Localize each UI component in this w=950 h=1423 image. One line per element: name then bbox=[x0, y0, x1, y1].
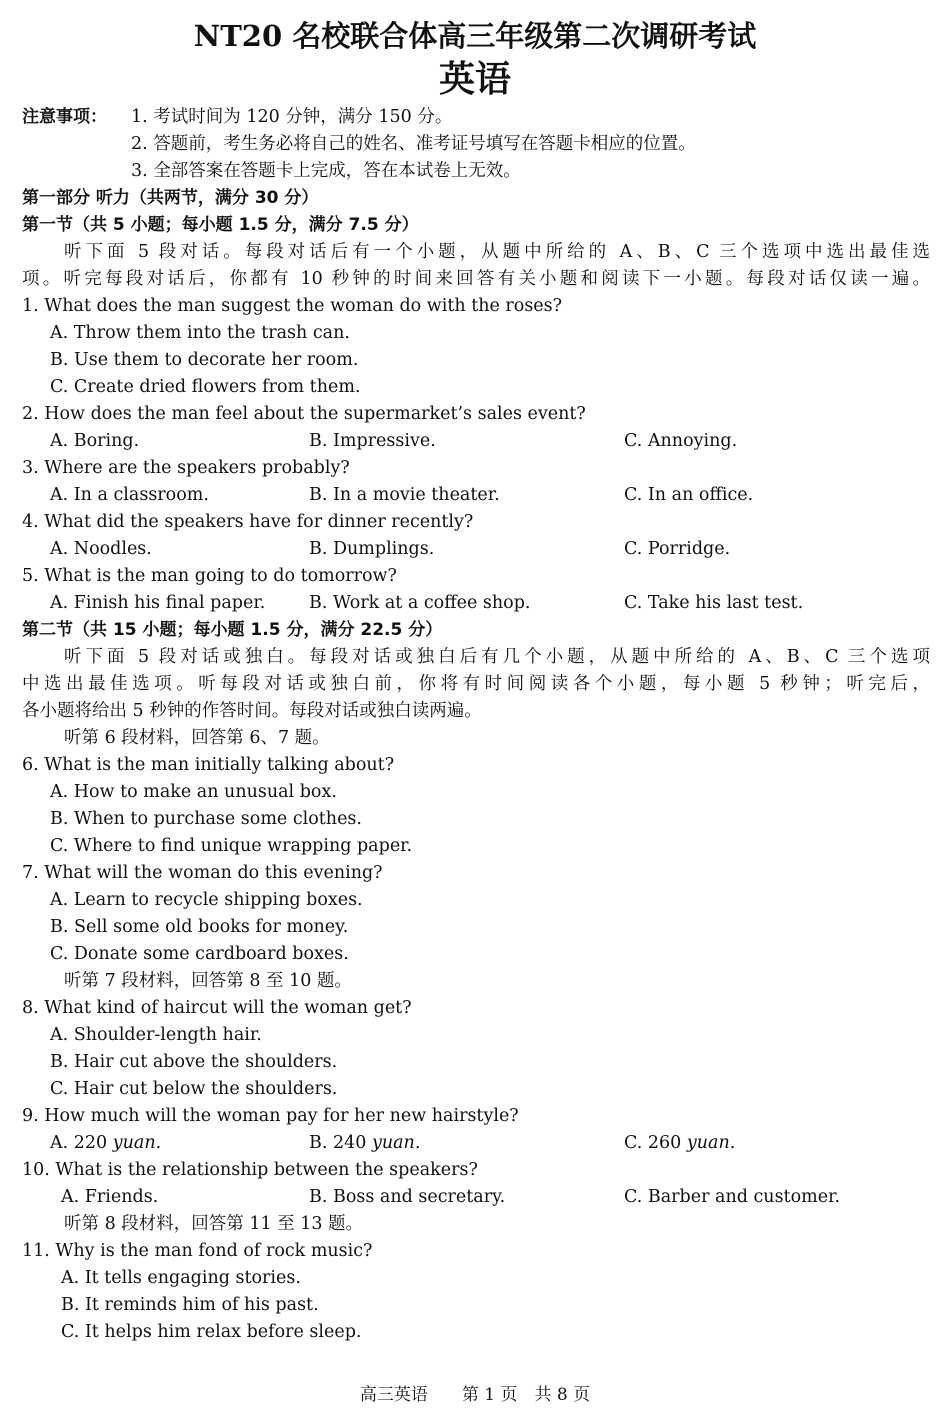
option-b: B. Work at a coffee shop. bbox=[309, 593, 531, 613]
material-note: 听第 8 段材料，回答第 11 至 13 题。 bbox=[64, 1214, 364, 1234]
question-stem: 5. What is the man going to do tomorrow? bbox=[22, 566, 397, 586]
option-c: C. Where to find unique wrapping paper. bbox=[50, 836, 413, 856]
option-a: A. Learn to recycle shipping boxes. bbox=[50, 890, 363, 910]
option-a bbox=[50, 1130, 161, 1157]
option-a: A. Boring. bbox=[50, 431, 140, 451]
option-b: B. In a movie theater. bbox=[309, 485, 500, 505]
option-c: C. Annoying. bbox=[624, 431, 738, 451]
question-stem: 3. Where are the speakers probably? bbox=[22, 458, 350, 478]
option-b: B. Impressive. bbox=[309, 431, 436, 451]
instruction-line: 项。听完每段对话后，你都有 10 秒钟的时间来回答有关小题和阅读下一小题。每段对话仅读一遍。 bbox=[22, 269, 930, 289]
section-heading: 第二节（共 15 小题；每小题 1.5 分，满分 22.5 分） bbox=[22, 620, 443, 640]
currency-unit: yuan. bbox=[686, 1133, 736, 1153]
option-b: B. Use them to decorate her room. bbox=[50, 350, 359, 370]
instruction-line: 各小题将给出 5 秒钟的作答时间。每段对话或独白读两遍。 bbox=[22, 701, 482, 721]
question-stem: 10. What is the relationship between the speakers? bbox=[22, 1160, 478, 1180]
currency-unit: yuan. bbox=[371, 1133, 421, 1153]
option-c: C. Create dried flowers from them. bbox=[50, 377, 361, 397]
note-item: 2. 答题前，考生务必将自己的姓名、准考证号填写在答题卡相应的位置。 bbox=[131, 134, 696, 154]
option-c: C. Take his last test. bbox=[624, 593, 804, 613]
question-stem: 1. What does the man suggest the woman do with the roses? bbox=[22, 296, 563, 316]
question-stem: 6. What is the man initially talking about? bbox=[22, 755, 395, 775]
instruction-line: 听下面 5 段对话或独白。每段对话或独白后有几个小题，从题中所给的 A、B、C 三个选项 bbox=[64, 647, 930, 667]
material-note: 听第 6 段材料，回答第 6、7 题。 bbox=[64, 728, 330, 748]
option-b: B. Dumplings. bbox=[309, 539, 435, 559]
option-a: A. Shoulder-length hair. bbox=[50, 1025, 262, 1045]
option-c bbox=[624, 1130, 735, 1157]
option-b: B. It reminds him of his past. bbox=[61, 1295, 319, 1315]
question-stem: 8. What kind of haircut will the woman get? bbox=[22, 998, 412, 1018]
option-a: A. Noodles. bbox=[50, 539, 152, 559]
option-a: A. Finish his final paper. bbox=[50, 593, 266, 613]
question-stem: 9. How much will the woman pay for her new hairstyle? bbox=[22, 1106, 519, 1126]
notes-label: 注意事项： bbox=[22, 107, 107, 127]
option-b: B. Boss and secretary. bbox=[309, 1187, 506, 1207]
option-c-value: C. 260 bbox=[624, 1133, 682, 1153]
option-b-value: B. 240 bbox=[309, 1133, 367, 1153]
option-a-value: A. 220 bbox=[50, 1133, 108, 1153]
option-b: B. Hair cut above the shoulders. bbox=[50, 1052, 338, 1072]
part-heading: 第一部分 听力（共两节，满分 30 分） bbox=[22, 188, 319, 208]
question-stem: 11. Why is the man fond of rock music? bbox=[22, 1241, 373, 1261]
subject-title: 英语 bbox=[438, 58, 511, 100]
question-stem: 2. How does the man feel about the supermarket’s sales event? bbox=[22, 404, 586, 424]
question-stem: 7. What will the woman do this evening? bbox=[22, 863, 383, 883]
currency-unit: yuan. bbox=[112, 1133, 162, 1153]
page-footer: 高三英语 第 1 页 共 8 页 bbox=[359, 1385, 591, 1405]
section-heading: 第一节（共 5 小题；每小题 1.5 分，满分 7.5 分） bbox=[22, 215, 419, 235]
option-c: C. Barber and customer. bbox=[624, 1187, 841, 1207]
option-a: A. Throw them into the trash can. bbox=[50, 323, 350, 343]
option-c: C. In an office. bbox=[624, 485, 754, 505]
material-note: 听第 7 段材料，回答第 8 至 10 题。 bbox=[64, 971, 352, 991]
option-a: A. How to make an unusual box. bbox=[50, 782, 337, 802]
note-item: 3. 全部答案在答题卡上完成，答在本试卷上无效。 bbox=[131, 161, 521, 181]
option-c: C. Donate some cardboard boxes. bbox=[50, 944, 349, 964]
option-c: C. Hair cut below the shoulders. bbox=[50, 1079, 338, 1099]
option-b: B. Sell some old books for money. bbox=[50, 917, 349, 937]
option-a: A. It tells engaging stories. bbox=[61, 1268, 301, 1288]
note-item: 1. 考试时间为 120 分钟，满分 150 分。 bbox=[131, 107, 453, 127]
option-a: A. Friends. bbox=[61, 1187, 159, 1207]
option-b: B. When to purchase some clothes. bbox=[50, 809, 362, 829]
option-a: A. In a classroom. bbox=[50, 485, 209, 505]
question-stem: 4. What did the speakers have for dinner recently? bbox=[22, 512, 474, 532]
option-c: C. It helps him relax before sleep. bbox=[61, 1322, 362, 1342]
option-b bbox=[309, 1130, 420, 1157]
instruction-line: 听下面 5 段对话。每段对话后有一个小题，从题中所给的 A、B、C 三个选项中选出最佳选 bbox=[64, 242, 930, 262]
exam-title: NT20 名校联合体高三年级第二次调研考试 bbox=[193, 19, 757, 53]
instruction-line: 中选出最佳选项。听每段对话或独白前，你将有时间阅读各个小题，每小题 5 秒钟；听完后， bbox=[22, 674, 930, 694]
option-c: C. Porridge. bbox=[624, 539, 731, 559]
